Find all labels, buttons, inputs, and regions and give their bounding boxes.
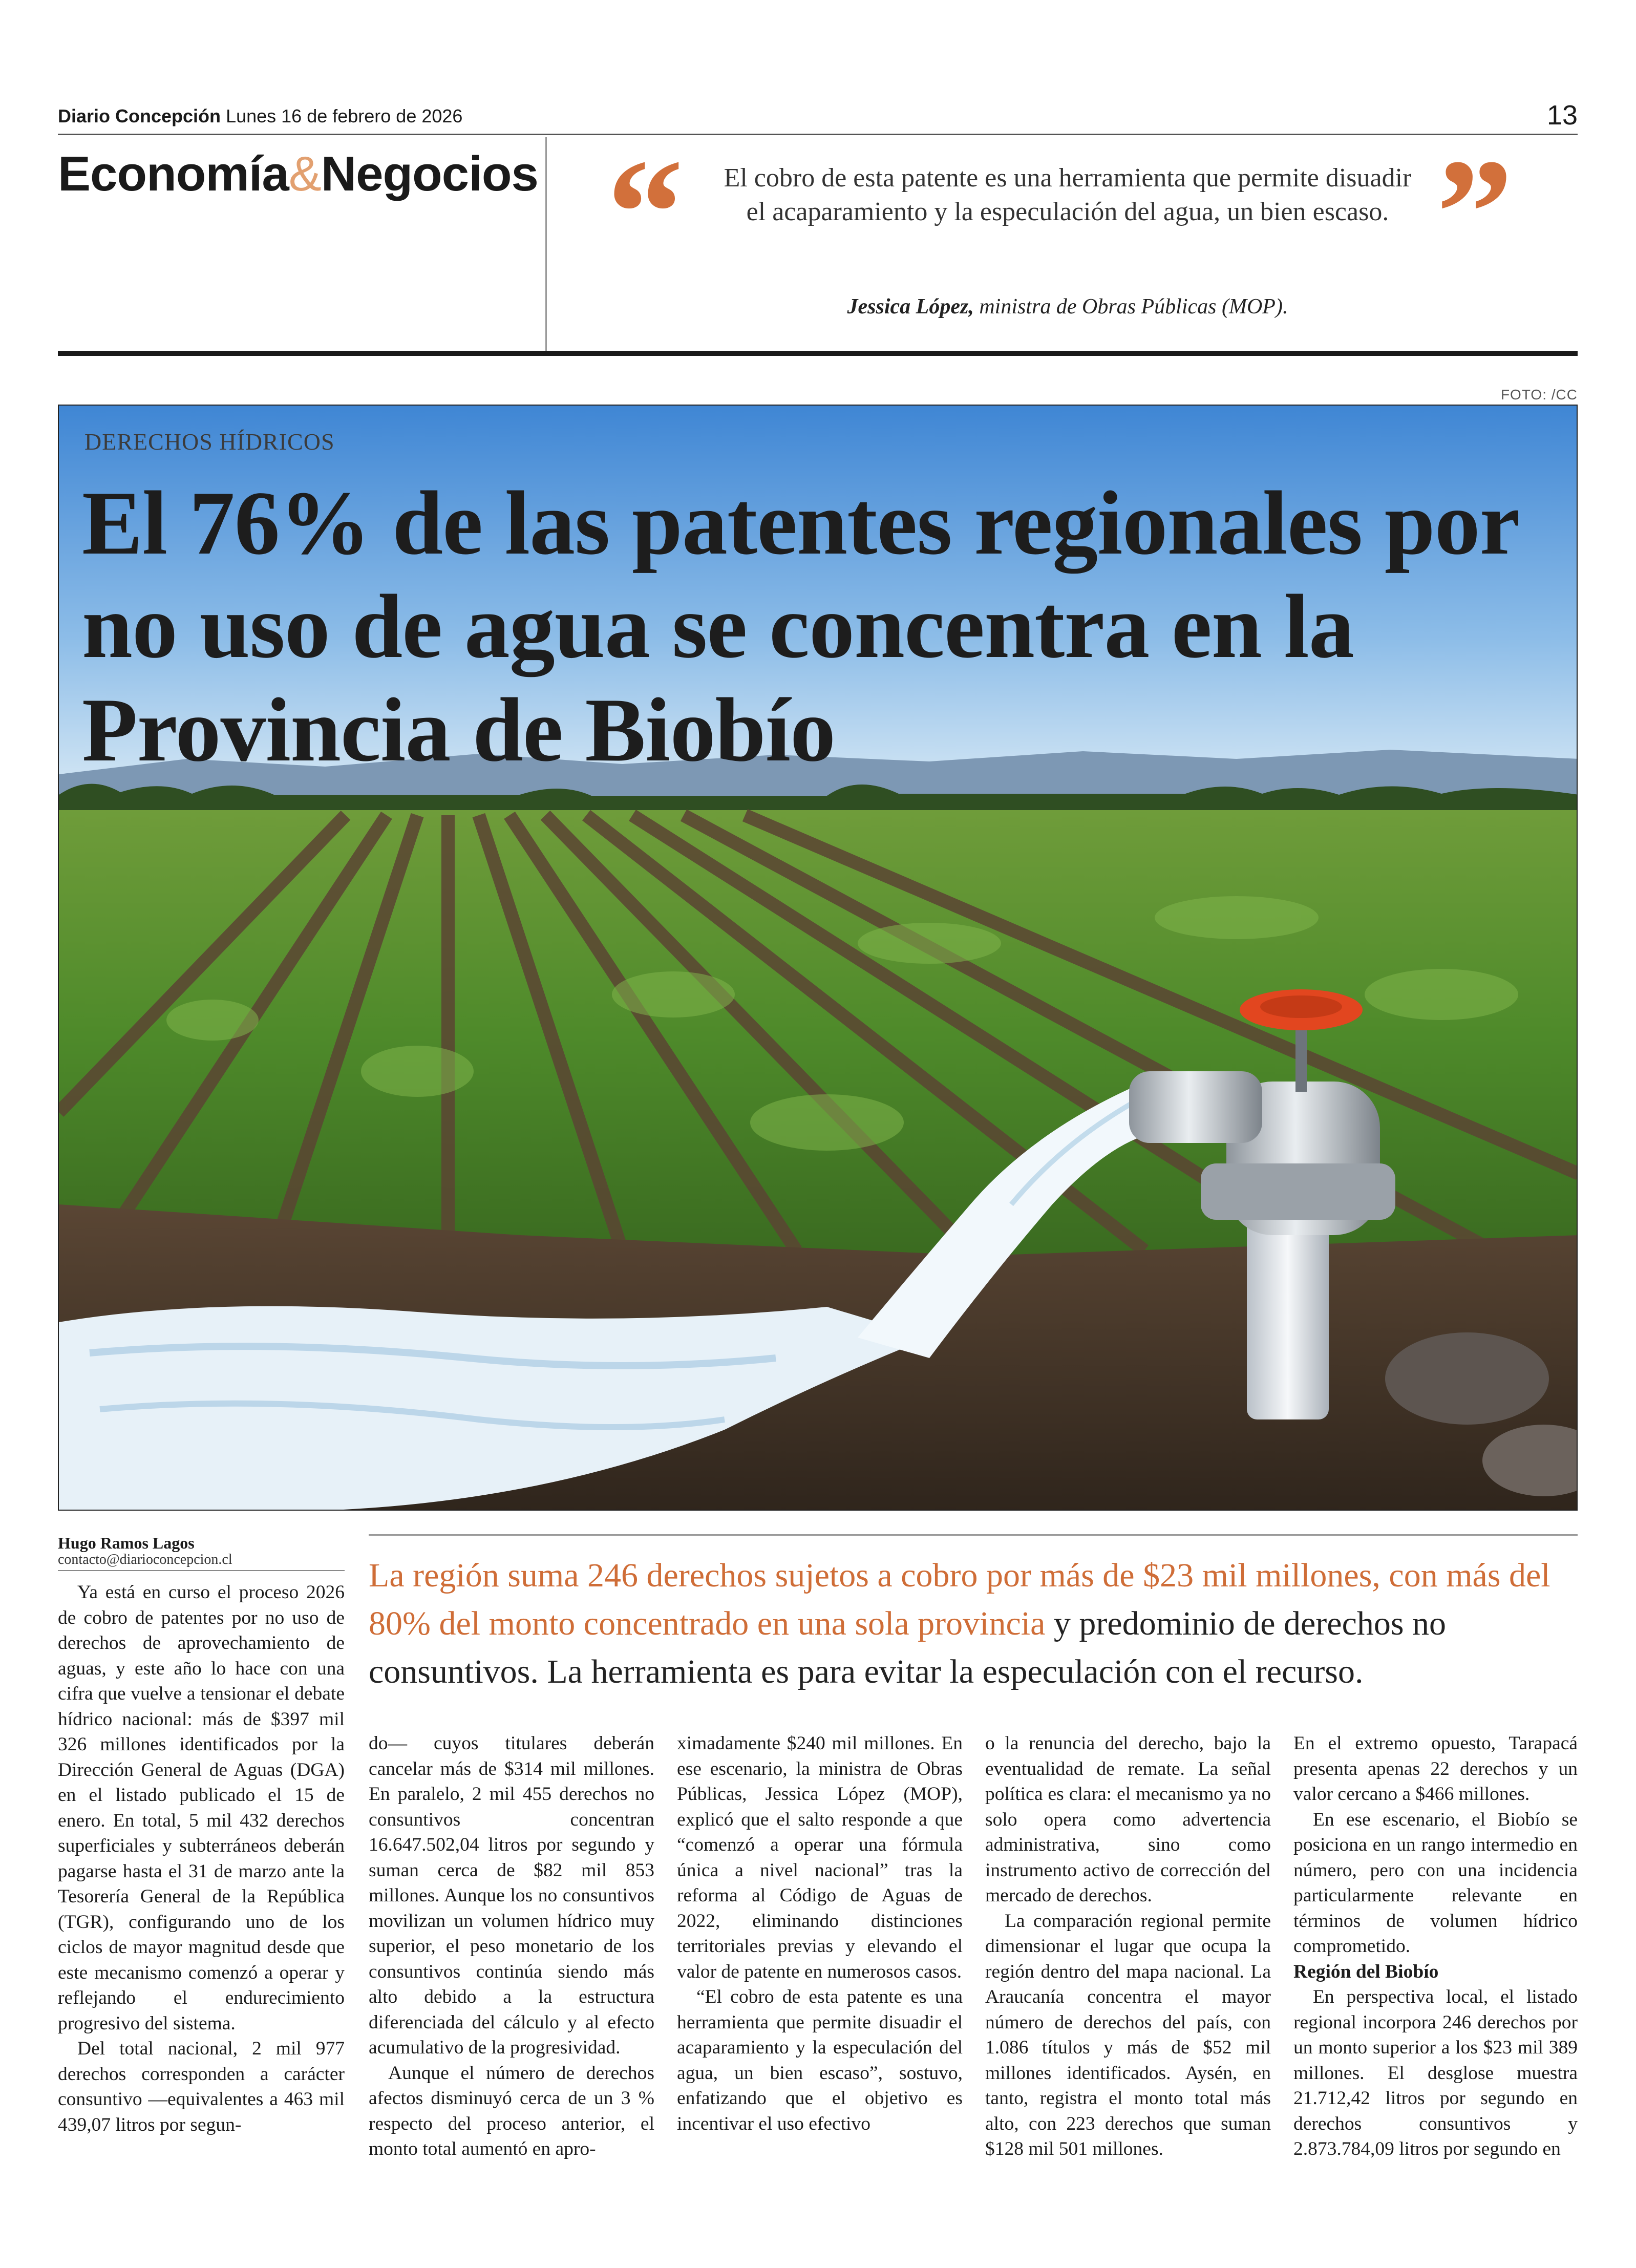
pullquote-author-name: Jessica López, [847,295,974,319]
page-folio [58,102,1578,135]
byline-rule [58,1570,345,1571]
deck-top-rule [369,1534,1578,1536]
section-title-part2: Negocios [321,146,538,201]
body-subhead: Región del Biobío [1293,1961,1439,1982]
section-title-part1: Economía [58,146,289,201]
deck [369,1552,1578,1696]
body-paragraph: Ya está en curso el proceso 2026 de cobro de patentes por no uso de derechos de aprovechamiento de aguas, y este año lo hace con una cifra que vuelve a tensionar el debate hídrico nacional: más de $397 mil 326 millones identificados por la Dirección General de Aguas (DGA) en el listado publicado el 15 de enero. En total, 5 mil 432 derechos superficiales y subterráneos deberán pagarse hasta el 31 de marzo ante la Tesorería General de la República (TGR), configurando uno de los ciclos de mayor magnitud desde que este mecanismo comenzó a operar y reflejando el endurecimiento progresivo del sistema. [58,1582,345,2034]
page-number: 13 [1546,100,1578,131]
deck-rest: y predominio de derechos no consuntivos. La herramienta es para evitar la especulación con el recurso. [369,1605,1447,1690]
section-title [58,146,538,202]
body-paragraph: “El cobro de esta patente es una herramienta que permite disuadir el acaparamiento y la especulación del agua, un bien escaso”, sostuvo, enfatizando que el objetivo es incentivar el uso efectivo [677,1986,963,2134]
body-paragraph: do— cuyos titulares deberán cancelar más de $314 mil millones. En paralelo, 2 mil 455 derechos no consuntivos concentran 16.647.502,04 litros por segundo y suman cerca de $82 mil 853 millones. Aunque los no consuntivos movilizan un volumen hídrico muy superior, el peso monetario de los consuntivos continúa siendo más alto debido a la estructura diferenciada del cálculo y al efecto acumulativo de la progresividad. [369,1733,654,2058]
body-paragraph: En el extremo opuesto, Tarapacá presenta apenas 22 derechos y un valor cercano a $466 millones. [1293,1733,1578,1805]
headline-regular: El 76% de las patentes regionales por no uso de agua [82,472,1518,677]
byline-name: Hugo Ramos Lagos [58,1534,195,1552]
open-quote-icon: “ [607,128,684,298]
body-paragraph: ximadamente $240 mil millones. En ese escenario, la ministra de Obras Públicas, Jessica López (MOP), explicó que el salto responde a que “comenzó a operar una fórmula única a nivel nacional” tras la reforma al Código de Aguas de 2022, eliminando distinciones territoriales previas y elevando el valor de patente en numerosos casos. [677,1733,963,1982]
body-column-4 [985,1731,1271,2162]
body-paragraph: o la renuncia del derecho, bajo la eventualidad de remate. La señal política es clara: el mecanismo ya no solo opera como advertencia administrativa, sino como instrumento activo de corrección del mercado de derechos. [985,1733,1271,1906]
body-column-3 [677,1731,963,2136]
body-column-2 [369,1731,654,2162]
headline-bold: se concentra en la Provincia de Biobío [82,576,1354,780]
headline [82,471,1557,781]
body-column-5 [1293,1731,1578,2162]
header-divider [545,137,547,352]
close-quote-icon: ” [1436,128,1513,298]
deck-accent: La región suma 246 derechos sujetos a cobro por más de $23 mil millones, con más del 80% del monto concentrado en una sola provincia [369,1557,1550,1642]
newspaper-name: Diario Concepción [58,105,221,126]
header-rule [58,351,1578,356]
issue-date: Lunes 16 de febrero de 2026 [226,105,463,126]
pullquote-author-role: ministra de Obras Públicas (MOP). [973,295,1288,319]
body-paragraph: En ese escenario, el Biobío se posiciona en un rango intermedio en número, pero con una incidencia particularmente relevante en términos de volumen hídrico comprometido. [1293,1809,1578,1957]
kicker: DERECHOS HÍDRICOS [84,429,335,455]
section-title-ampersand: & [288,146,321,201]
body-column-1 [58,1580,345,2137]
body-paragraph: En perspectiva local, el listado regional incorpora 246 derechos por un monto superior a los $23 mil 389 millones. El desglose muestra 21.712,42 litros por segundo en derechos consuntivos y 2.873.784,09 litros por segundo en [1293,1986,1578,2159]
pullquote-attribution [712,294,1423,319]
folio-left [58,105,462,127]
pullquote-text: El cobro de esta patente es una herramienta que permite disuadir el acaparamiento y la especulación del agua, un bien escaso. [724,163,1412,226]
body-paragraph: Del total nacional, 2 mil 977 derechos corresponden a carácter consuntivo —equivalentes a 463 mil 439,07 litros por segun- [58,2038,345,2135]
photo-credit: FOTO: /CC [1500,387,1578,402]
body-paragraph: Aunque el número de derechos afectos disminuyó cerca de un 3 % respecto del proceso anterior, el monto total aumentó en apro- [369,2062,654,2159]
body-paragraph: La comparación regional permite dimensionar el lugar que ocupa la región dentro del mapa nacional. La Araucanía concentra el mayor número de derechos del país, con 1.086 títulos y más de $52 mil millones identificados. Aysén, en tanto, registra el monto total más alto, con 223 derechos que suman $128 mil 501 millones. [985,1910,1271,2159]
byline-email[interactable]: contacto@diarioconcepcion.cl [58,1552,232,1567]
